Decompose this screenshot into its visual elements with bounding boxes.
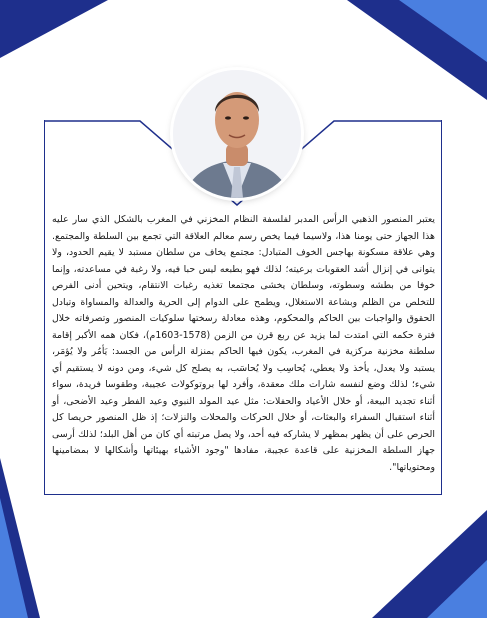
portrait-photo [173,70,301,198]
corner-bottom-right-decoration [372,510,487,618]
author-portrait [173,70,301,198]
article-body-text: يعتبر المنصور الذهبي الرأس المدبر لفلسفة النظام المخزني في المغرب بالشكل الذي سار عليه هذا الجهاز حتى يومنا هذا، ولاسيما فيما يخص رسم معالم العلاقة التي تجمع بين السلطة والمجتمع. وهي علاقة مسكونة بهاجس الخوف المتبادل: مجتمع يخاف من سلطان مستبد لا يقيم الحدود، ولا يتوانى في إنزال أشد العقوبات برعيته؛ لذلك فهو بطبعه ليس حبا فيه، ولا رغبة في مساعدته، وإنما خوفا من بطشه وسطوته، وسلطان يخشى مجتمعا تغذيه رغبات الانتقام، ويتحين أدنى الفرص للتخلص من الظلم وبشاعة الاستغلال، ويطمح على الدوام إلى الحرية والعدالة والمساواة وتبادل الحقوق والواجبات بين الحاكم والمحكوم، وهذه معادلة رسختها سلوكيات المنصور وتصرفاته خلال فترة حكمه التي امتدت لما يزيد عن ربع قرن من الزمن (1578-1603م)، فكان همه الأكبر إقامة سلطنة مخزنية مركزية في المغرب، يكون فيها الحاكم بمنزلة الرأس من الجسد: يَأمُر ولا يُؤمَر، يستبد ولا يعدل، يأخذ ولا يعطي، يُحاسِب ولا يُحاسَب، به يصلح كل شيء، ومن دونه لا يستقيم أي شيء؛ لذلك وضع لنفسه شارات ملك معقدة، وأفرد لها بروتوكولات عجيبة، وطقوسا فريدة، سواء أثناء تجديد البيعة، أو خلال الأعياد والحفلات: مثل عيد المولد النبوي وعيد الفطر وعيد الأضحى، أو أثناء استقبال السفراء والبعثات، أو خلال الحركات والمحلات والنزلات؛ إذ ظل المنصور حريصا كل الحرص على أن يظهر بمظهر لا يشاركه فيه أحد، ولا يصل مرتبته أي كان من أهل البلد؛ لذلك أرسى جهاز السلطة المخزنية على قاعدة عجيبة، مفادها "وجود الأشياء بهيئاتها وأشكالها لا بمضامينها ومحتوياتها". [52,214,435,473]
corner-bottom-left-decoration [0,458,40,618]
